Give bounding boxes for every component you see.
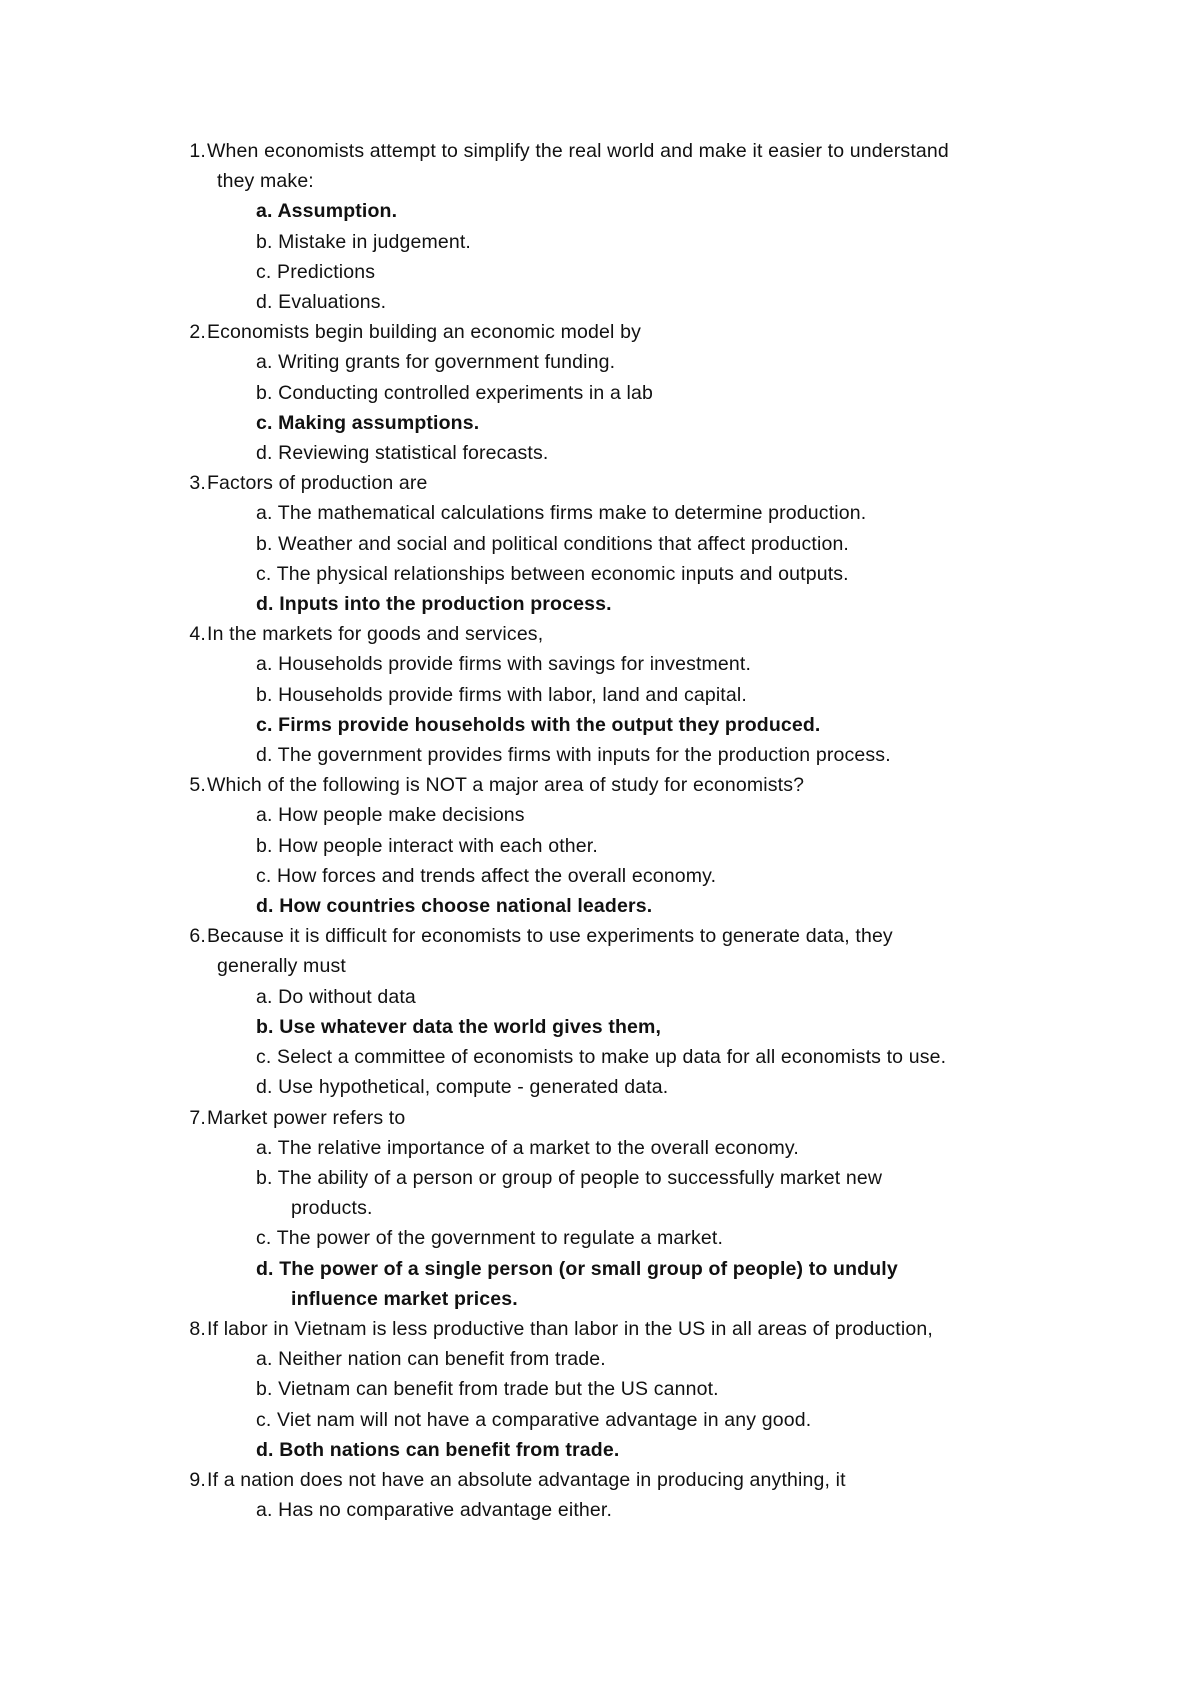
option-letter: d. — [256, 744, 273, 767]
answer-option — [0, 529, 996, 559]
answer-option — [0, 1042, 996, 1072]
option-letter: c. — [256, 260, 272, 283]
answer-option — [0, 378, 996, 408]
answer-option — [0, 347, 996, 377]
question-item — [0, 921, 1200, 1102]
answer-option — [0, 740, 996, 770]
option-letter: b. — [256, 381, 273, 404]
option-text: The mathematical calculations firms make to determine production. — [277, 502, 867, 525]
question-item — [0, 1465, 1200, 1525]
answer-option — [0, 498, 996, 528]
option-text: How countries choose national leaders. — [279, 895, 653, 918]
option-text: Conducting controlled experiments in a lab — [278, 381, 654, 404]
option-letter: a. — [256, 804, 273, 827]
question-number: 5. — [189, 774, 206, 797]
answer-option — [0, 1405, 996, 1435]
option-text: Writing grants for government funding. — [278, 351, 616, 374]
question-stem — [0, 619, 1087, 649]
question-text: Which of the following is NOT a major area of study for economists? — [207, 774, 805, 797]
option-text: How people interact with each other. — [278, 834, 598, 857]
option-letter: a. — [256, 200, 273, 223]
question-number: 8. — [189, 1317, 206, 1340]
question-item — [0, 770, 1200, 921]
question-number: 4. — [189, 623, 206, 646]
option-letter: b. — [256, 1015, 274, 1038]
option-text: The government provides firms with inputs for the production process. — [277, 744, 891, 767]
option-text: Do without data — [278, 985, 416, 1008]
answer-option — [0, 649, 996, 679]
question-text: If a nation does not have an absolute advantage in producing anything, it — [207, 1468, 846, 1491]
answer-option — [0, 1495, 996, 1525]
question-text: If labor in Vietnam is less productive than labor in the US in all areas of production, — [207, 1317, 933, 1340]
option-letter: c. — [256, 1046, 272, 1069]
option-text: Use whatever data the world gives them, — [279, 1015, 662, 1038]
question-stem — [0, 1103, 1087, 1133]
option-text: Reviewing statistical forecasts. — [278, 442, 549, 465]
question-stem — [0, 1465, 1087, 1495]
option-text: Households provide firms with labor, land and capital. — [278, 683, 747, 706]
question-stem — [0, 1314, 1087, 1344]
option-text: Select a committee of economists to make up data for all economists to use. — [277, 1046, 947, 1069]
question-stem — [0, 921, 1087, 981]
answer-option-correct — [0, 408, 996, 438]
answer-option-correct — [0, 196, 996, 226]
option-letter: d. — [256, 1076, 273, 1099]
option-letter: d. — [256, 442, 273, 465]
answer-option — [0, 861, 996, 891]
question-item — [0, 317, 1200, 468]
option-text: The power of the government to regulate a market. — [276, 1227, 724, 1250]
answer-option-correct — [0, 1435, 996, 1465]
option-letter: a. — [256, 1348, 273, 1371]
question-stem — [0, 468, 1087, 498]
answer-option-correct — [0, 891, 996, 921]
answer-option — [0, 1133, 996, 1163]
option-letter: d. — [256, 1438, 274, 1461]
option-text-continued: products. — [291, 1197, 373, 1220]
question-text: In the markets for goods and services, — [207, 623, 544, 646]
option-letter: b. — [256, 683, 273, 706]
option-text: The relative importance of a market to the overall economy. — [277, 1136, 799, 1159]
answer-option — [0, 1374, 996, 1404]
option-text: Vietnam can benefit from trade but the US cannot. — [278, 1378, 719, 1401]
question-stem — [0, 136, 1087, 196]
option-text: Has no comparative advantage either. — [278, 1499, 613, 1522]
question-stem — [0, 770, 1087, 800]
option-text: Both nations can benefit from trade. — [279, 1438, 620, 1461]
question-text-continued: generally must — [217, 955, 346, 978]
question-item — [0, 136, 1200, 317]
question-text: When economists attempt to simplify the real world and make it easier to understand — [207, 140, 949, 162]
option-text-continued: influence market prices. — [291, 1287, 518, 1310]
option-letter: b. — [256, 1166, 273, 1189]
question-item — [0, 619, 1200, 770]
question-text-continued: they make: — [217, 170, 314, 193]
answer-option — [0, 1223, 996, 1253]
option-text: Households provide firms with savings for investment. — [278, 653, 752, 676]
question-item — [0, 468, 1200, 619]
option-text: Use hypothetical, compute - generated data. — [278, 1076, 669, 1099]
option-letter: a. — [256, 351, 273, 374]
answer-option — [0, 1072, 996, 1102]
answer-option — [0, 680, 996, 710]
question-number: 3. — [189, 472, 206, 495]
option-text: The ability of a person or group of people to successfully market new — [277, 1166, 883, 1189]
question-number: 6. — [189, 925, 206, 948]
option-letter: d. — [256, 291, 273, 314]
option-letter: a. — [256, 1499, 273, 1522]
question-text: Factors of production are — [207, 472, 428, 495]
question-text: Market power refers to — [207, 1106, 406, 1129]
option-letter: d. — [256, 1257, 274, 1280]
option-letter: c. — [256, 713, 273, 736]
option-letter: c. — [256, 1227, 272, 1250]
option-letter: c. — [256, 1408, 272, 1431]
option-text: The physical relationships between economic inputs and outputs. — [276, 562, 849, 585]
question-item — [0, 1103, 1200, 1314]
option-letter: a. — [256, 653, 273, 676]
answer-option-correct — [0, 1254, 996, 1314]
question-item — [0, 1314, 1200, 1465]
option-text: Making assumptions. — [278, 411, 480, 434]
option-letter: b. — [256, 834, 273, 857]
option-text: Weather and social and political conditions that affect production. — [278, 532, 850, 555]
question-stem — [0, 317, 1087, 347]
question-text: Because it is difficult for economists to use experiments to generate data, they — [207, 925, 893, 948]
answer-option-correct — [0, 589, 996, 619]
answer-option — [0, 257, 996, 287]
question-number: 2. — [189, 321, 206, 344]
option-text: Assumption. — [277, 200, 398, 223]
option-text: The power of a single person (or small group of people) to unduly — [279, 1257, 898, 1280]
answer-option — [0, 800, 996, 830]
option-letter: d. — [256, 895, 274, 918]
option-letter: b. — [256, 1378, 273, 1401]
option-letter: b. — [256, 532, 273, 555]
document-page — [0, 136, 1200, 1525]
option-text: Predictions — [277, 260, 376, 283]
option-text: Viet nam will not have a comparative advantage in any good. — [277, 1408, 812, 1431]
option-text: How people make decisions — [278, 804, 525, 827]
question-number: 9. — [189, 1468, 206, 1491]
option-letter: c. — [256, 562, 272, 585]
answer-option — [0, 1344, 996, 1374]
answer-option — [0, 227, 996, 257]
question-text: Economists begin building an economic model by — [207, 321, 641, 344]
option-text: Mistake in judgement. — [278, 230, 471, 253]
option-letter: d. — [256, 593, 274, 616]
answer-option-correct — [0, 710, 996, 740]
question-number: 1. — [189, 140, 206, 162]
answer-option-correct — [0, 1012, 996, 1042]
option-letter: a. — [256, 1136, 273, 1159]
question-number: 7. — [189, 1106, 206, 1129]
option-letter: a. — [256, 985, 273, 1008]
option-letter: b. — [256, 230, 273, 253]
answer-option — [0, 287, 996, 317]
option-text: Neither nation can benefit from trade. — [278, 1348, 606, 1371]
answer-option — [0, 438, 996, 468]
option-text: Firms provide households with the output they produced. — [278, 713, 821, 736]
option-letter: a. — [256, 502, 273, 525]
answer-option — [0, 982, 996, 1012]
option-text: How forces and trends affect the overall economy. — [277, 864, 717, 887]
option-text: Evaluations. — [278, 291, 387, 314]
answer-option — [0, 831, 996, 861]
answer-option — [0, 559, 996, 589]
option-text: Inputs into the production process. — [279, 593, 612, 616]
answer-option — [0, 1163, 996, 1223]
option-letter: c. — [256, 411, 273, 434]
option-letter: c. — [256, 864, 272, 887]
